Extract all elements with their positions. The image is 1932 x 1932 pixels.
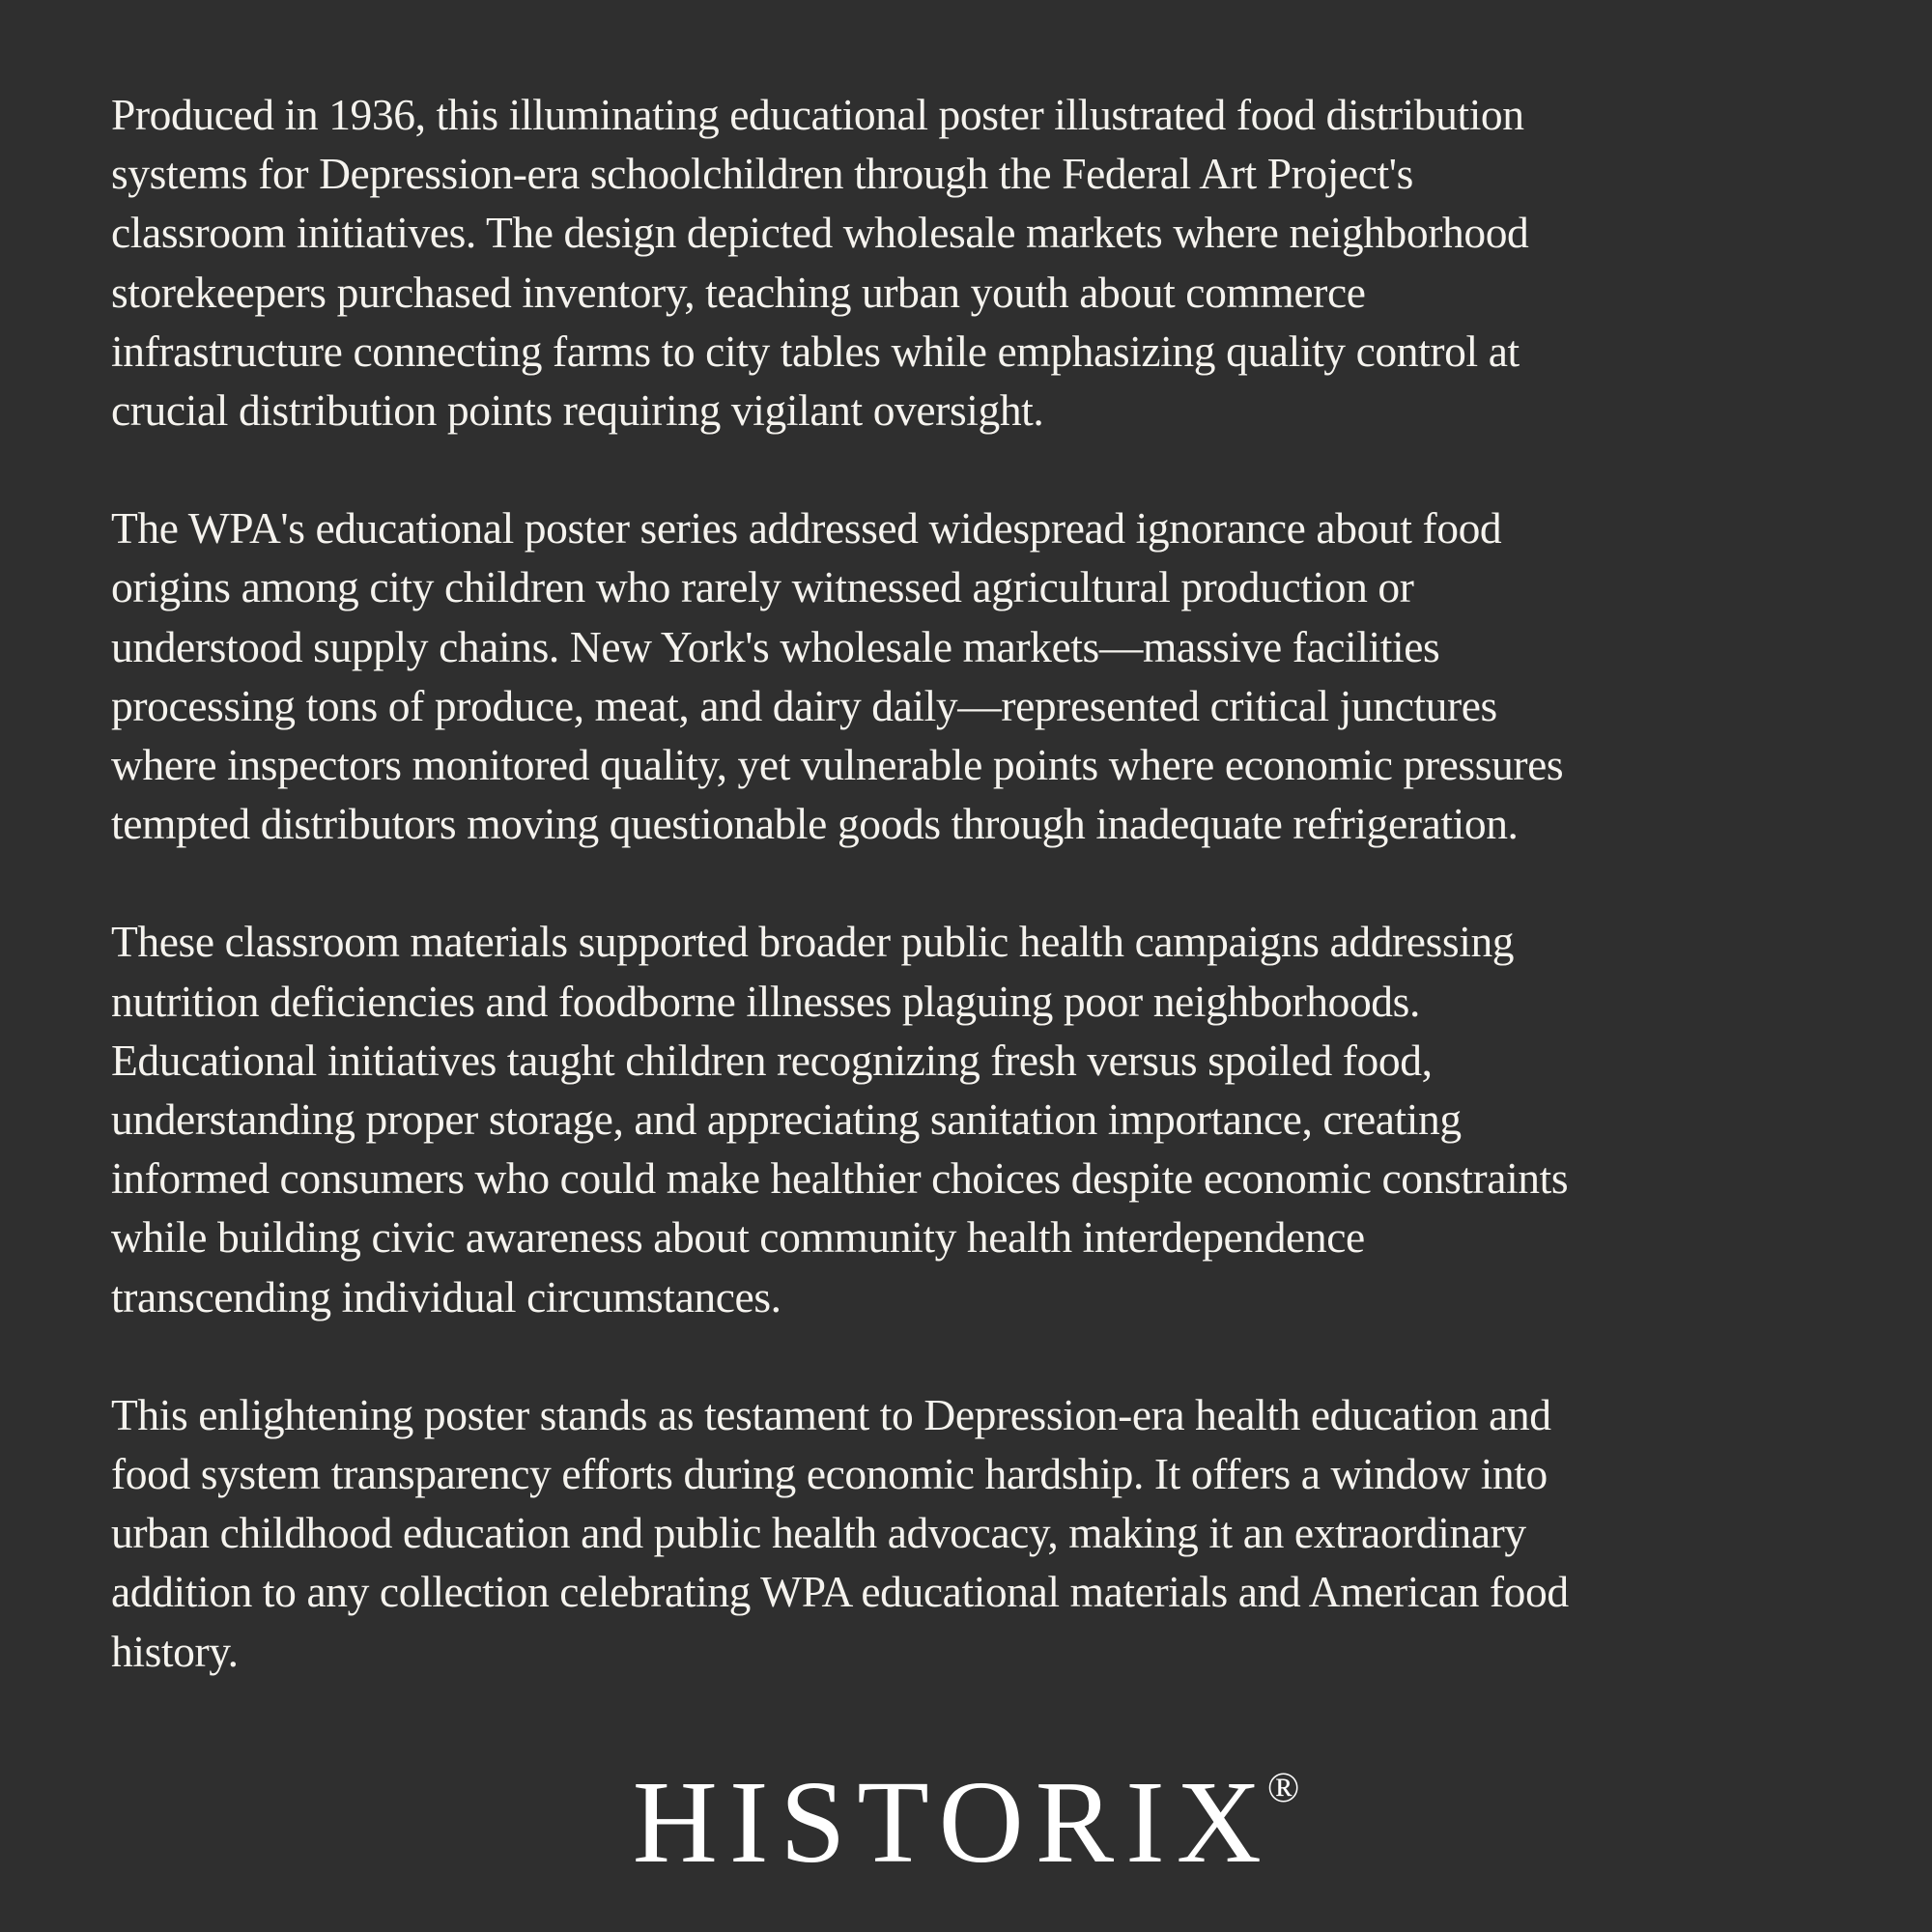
registered-mark: ® — [1266, 1764, 1300, 1811]
text-line: storekeepers purchased inventory, teaching urban youth about commerce — [111, 267, 1366, 317]
text-line: informed consumers who could make healthier choices despite economic constraints — [111, 1153, 1569, 1204]
brand-logo — [0, 1729, 1932, 1888]
brand-name: HISTORIX — [632, 1757, 1273, 1888]
text-line: This enlightening poster stands as testament to Depression-era health education and — [111, 1389, 1551, 1439]
paragraph-1 — [111, 85, 1831, 440]
text-line: history. — [111, 1626, 239, 1676]
text-line: infrastructure connecting farms to city tables while emphasizing quality control at — [111, 326, 1520, 376]
text-line: processing tons of produce, meat, and dairy daily—represented critical junctures — [111, 680, 1497, 730]
text-line: crucial distribution points requiring vigilant oversight. — [111, 385, 1044, 436]
text-line: The WPA's educational poster series addressed widespread ignorance about food — [111, 503, 1502, 554]
description-text — [111, 85, 1831, 1740]
text-line: urban childhood education and public health advocacy, making it an extraordinary — [111, 1508, 1526, 1558]
text-line: nutrition deficiencies and foodborne illnesses plaguing poor neighborhoods. — [111, 976, 1420, 1026]
text-line: food system transparency efforts during economic hardship. It offers a window into — [111, 1449, 1548, 1499]
text-line: Produced in 1936, this illuminating educational poster illustrated food distribution — [111, 90, 1524, 139]
text-line: understanding proper storage, and appreciating sanitation importance, creating — [111, 1094, 1462, 1145]
text-line: Educational initiatives taught children recognizing fresh versus spoiled food, — [111, 1035, 1433, 1085]
text-line: tempted distributors moving questionable goods through inadequate refrigeration. — [111, 799, 1519, 849]
paragraph-4 — [111, 1385, 1831, 1681]
paragraph-3 — [111, 912, 1831, 1325]
text-line: transcending individual circumstances. — [111, 1271, 781, 1321]
text-line: understood supply chains. New York's wholesale markets—massive facilities — [111, 621, 1440, 671]
text-line: while building civic awareness about community health interdependence — [111, 1212, 1365, 1263]
text-line: where inspectors monitored quality, yet vulnerable points where economic pressures — [111, 740, 1564, 790]
text-line: origins among city children who rarely witnessed agricultural production or — [111, 562, 1414, 612]
text-line: classroom initiatives. The design depicted wholesale markets where neighborhood — [111, 208, 1529, 258]
text-line: These classroom materials supported broader public health campaigns addressing — [111, 917, 1515, 967]
text-line: systems for Depression-era schoolchildren through the Federal Art Project's — [111, 149, 1413, 199]
paragraph-2 — [111, 498, 1831, 853]
text-line: addition to any collection celebrating WPA educational materials and American food — [111, 1567, 1569, 1617]
